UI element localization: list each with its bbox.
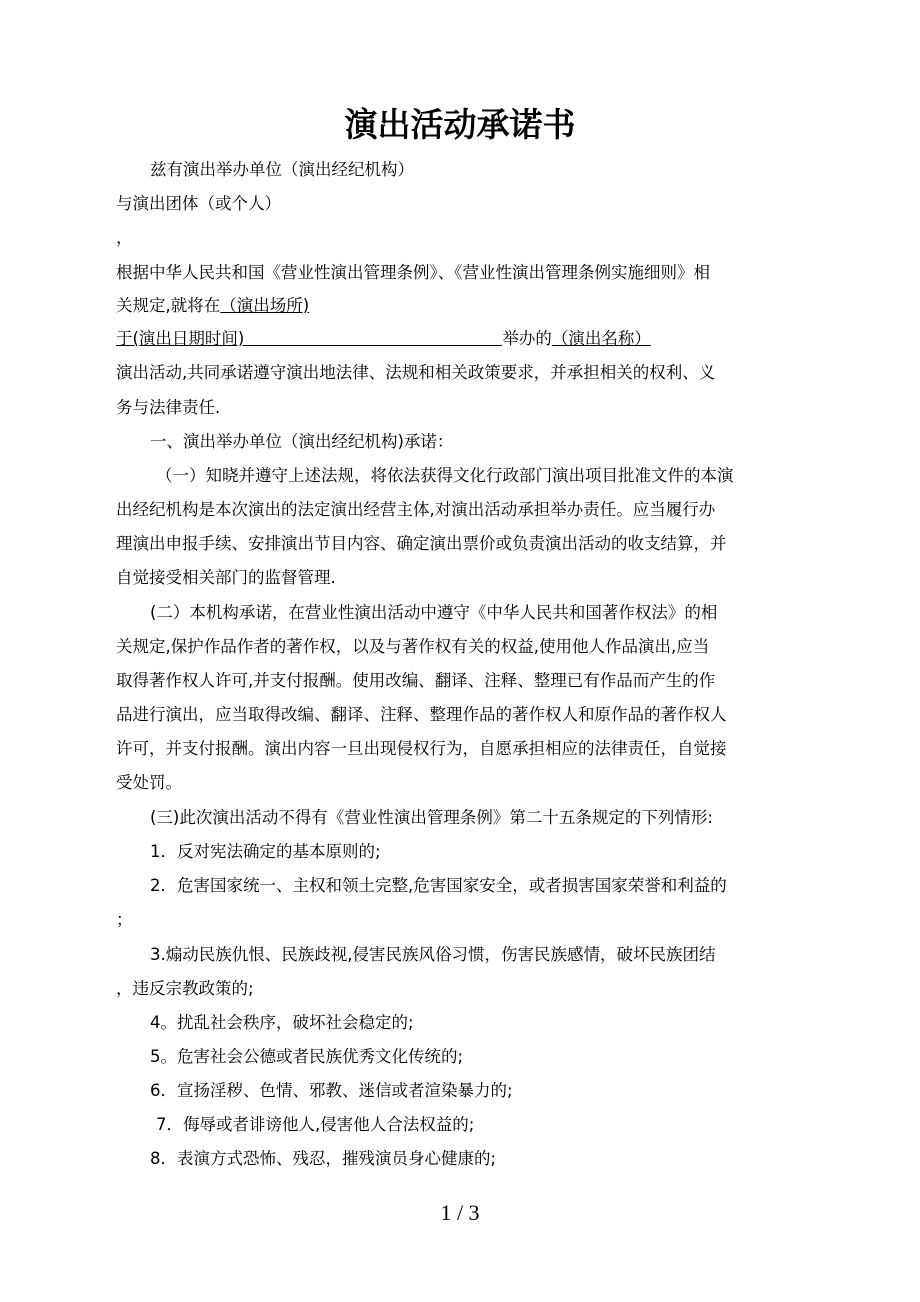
performer-line: 与演出团体（或个人） [116, 194, 281, 213]
date-blank [244, 327, 502, 346]
date-line [116, 327, 806, 351]
item2-line: 关规定,保护作品作者的著作权，以及与著作权有关的权益,使用他人作品演出,应当 [116, 637, 710, 656]
item1-line: （一）知晓并遵守上述法规，将依法获得文化行政部门演出项目批准文件的本演 [156, 466, 734, 485]
prohibited-item-3-cont: ，违反宗教政策的; [116, 979, 254, 998]
date-label: 于(演出日期时间) [116, 329, 245, 348]
prohibited-item-2-cont: ； [116, 910, 133, 929]
page-indicator: 1 / 3 [440, 1200, 480, 1225]
item2-line: 取得著作权人许可,并支付报酬。使用改编、翻译、注释、整理已有作品而产生的作 [116, 671, 716, 690]
basis-line-2 [116, 294, 806, 318]
item2-line: 品进行演出，应当取得改编、翻译、注释、整理作品的著作权人和原作品的著作权人 [116, 705, 727, 724]
document-title: 演出活动承诺书 [344, 105, 576, 144]
comma-line: ， [116, 228, 133, 247]
basis-line-2-prefix: 关规定,就将在 [116, 296, 221, 315]
item1-line: 自觉接受相关部门的监督管理. [116, 568, 336, 587]
item1-line: 理演出申报手续、安排演出节目内容、确定演出票价或负责演出活动的收支结算，并 [116, 534, 727, 553]
organizer-line: 兹有演出举办单位（演出经纪机构） [150, 160, 414, 179]
item3-heading: (三)此次演出活动不得有《营业性演出管理条例》第二十五条规定的下列情形: [150, 808, 713, 827]
commitment-line-2: 务与法律责任. [116, 398, 221, 417]
basis-line-1: 根据中华人民共和国《营业性演出管理条例》、《营业性演出管理条例实施细则》相 [116, 263, 710, 282]
prohibited-item-1: 1．反对宪法确定的基本原则的; [150, 842, 381, 861]
item2-line: (二）本机构承诺，在营业性演出活动中遵守《中华人民共和国著作权法》的相 [150, 603, 718, 622]
prohibited-item-6: 6．宣扬淫秽、色情、邪教、迷信或者渲染暴力的; [150, 1081, 513, 1100]
prohibited-item-4: 4。扰乱社会秩序，破坏社会稳定的; [150, 1013, 414, 1032]
item1-line: 出经纪机构是本次演出的法定演出经营主体,对演出活动承担举办责任。应当履行办 [116, 500, 716, 519]
prohibited-item-5: 5。危害社会公德或者民族优秀文化传统的; [150, 1047, 464, 1066]
section-one-heading: 一、演出举办单位（演出经纪机构)承诺： [150, 432, 454, 451]
item2-line: 许可，并支付报酬。演出内容一旦出现侵权行为，自愿承担相应的法律责任，自觉接 [116, 739, 727, 758]
show-name-field: （演出名称） [551, 329, 651, 348]
held-label: 举办的 [502, 329, 552, 348]
item2-line: 受处罚。 [116, 773, 182, 792]
venue-field: （演出场所) [220, 296, 310, 315]
prohibited-item-8: 8．表演方式恐怖、残忍，摧残演员身心健康的; [150, 1149, 497, 1168]
prohibited-item-3: 3.煽动民族仇恨、民族歧视,侵害民族风俗习惯，伤害民族感情，破坏民族团结 [150, 945, 716, 964]
prohibited-item-2: 2．危害国家统一、主权和领土完整,危害国家安全，或者损害国家荣誉和利益的 [150, 876, 727, 895]
commitment-line-1: 演出活动,共同承诺遵守演出地法律、法规和相关政策要求，并承担相关的权利、义 [116, 363, 716, 382]
prohibited-item-7: 7．侮辱或者诽谤他人,侵害他人合法权益的; [156, 1115, 475, 1134]
